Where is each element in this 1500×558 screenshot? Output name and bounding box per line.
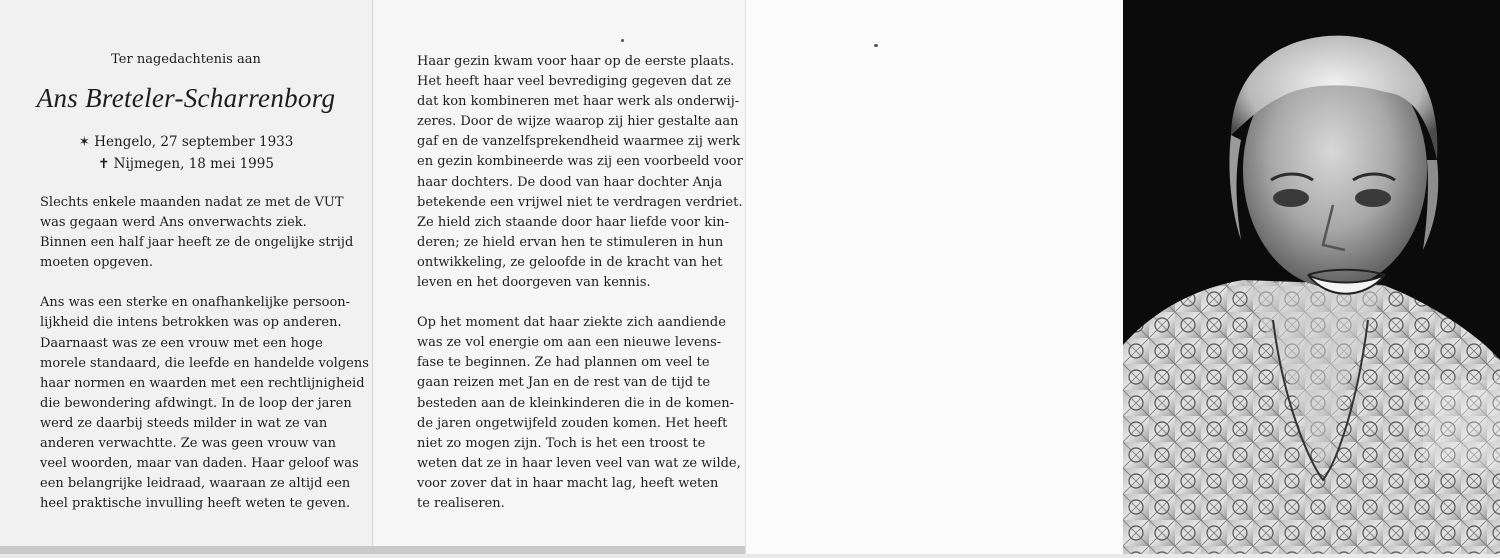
left-page <box>0 0 372 554</box>
speck <box>874 44 878 47</box>
text-line: anderen verwachtte. Ze was geen vrouw van <box>40 436 336 452</box>
text-line: weten dat ze in haar leven veel van wat ze wilde, <box>417 455 741 471</box>
text-line: was ze vol energie om aan een nieuwe levens- <box>417 335 722 351</box>
text-line: besteden aan de kleinkinderen die in de komen- <box>417 395 734 411</box>
portrait-photo <box>1123 0 1500 554</box>
text-line: haar dochters. De dood van haar dochter Anja <box>417 174 723 190</box>
text-line: ontwikkeling, ze geloofde in de kracht van het <box>417 254 723 270</box>
text-line: gaf en de vanzelfsprekendheid waarmee zij werk <box>417 134 740 150</box>
death-line: ✝ Nijmegen, 18 mei 1995 <box>98 156 274 172</box>
scan-edge <box>0 546 745 554</box>
text-line: werd ze daarbij steeds milder in wat ze van <box>40 415 328 431</box>
text-line: en gezin kombineerde was zij een voorbeeld voor <box>417 154 743 170</box>
text-line: heel praktische invulling heeft weten te geven. <box>40 496 351 512</box>
text-line: was gegaan werd Ans onverwachts ziek. <box>40 215 307 231</box>
text-line: Op het moment dat haar ziekte zich aandiende <box>417 315 726 331</box>
text-line: fase te beginnen. Ze had plannen om veel te <box>417 355 710 371</box>
text-line: zeres. Door de wijze waarop zij hier gestalte aan <box>417 114 739 130</box>
text-line: Ze hield zich staande door haar liefde voor kin- <box>417 214 730 230</box>
text-line: leven en het doorgeven van kennis. <box>417 275 651 291</box>
text-line: deren; ze hield ervan hen te stimuleren in hun <box>417 234 724 250</box>
text-line: Haar gezin kwam voor haar op de eerste plaats. <box>417 54 735 69</box>
text-line: Binnen een half jaar heeft ze de ongelijke strijd <box>40 235 354 251</box>
blank-page <box>745 0 1123 554</box>
memorial-intro: Ter nagedachtenis aan <box>111 52 261 67</box>
text-line: veel woorden, maar van daden. Haar geloof was <box>40 456 359 472</box>
text-line: niet zo mogen zijn. Toch is het een troost te <box>417 435 706 451</box>
text-line: die bewondering afdwingt. In de loop der jaren <box>40 395 352 411</box>
text-line: Slechts enkele maanden nadat ze met de VUT <box>40 195 344 210</box>
text-line: haar normen en waarden met een rechtlijnigheid <box>40 375 365 391</box>
middle-page <box>372 0 745 554</box>
speck <box>621 39 624 42</box>
deceased-name: Ans Breteler-Scharrenborg <box>36 83 336 113</box>
text-line: betekende een vrijwel niet te verdragen verdriet. <box>417 194 743 210</box>
text-line: lijkheid die intens betrokken was op anderen. <box>40 315 342 331</box>
text-line: een belangrijke leidraad, waaraan ze altijd een <box>40 476 351 492</box>
left-body-text <box>40 193 369 534</box>
middle-paragraph-2 <box>417 313 741 514</box>
middle-body-text <box>417 52 743 534</box>
text-line: dat kon kombineren met haar werk als onderwij- <box>417 94 740 110</box>
text-line: de jaren ongetwijfeld zouden komen. Het heeft <box>417 415 728 431</box>
text-line: voor zover dat in haar macht lag, heeft weten <box>417 475 719 491</box>
text-line: morele standaard, die leefde en handelde volgens <box>40 355 369 371</box>
text-line: gaan reizen met Jan en de rest van de tijd te <box>417 375 711 391</box>
text-line: Het heeft haar veel bevrediging gegeven dat ze <box>417 74 732 90</box>
text-line: Daarnaast was ze een vrouw met een hoge <box>40 335 323 351</box>
text-line: te realiseren. <box>417 495 505 511</box>
portrait-photo-icon <box>1123 0 1500 554</box>
birth-line: ✶ Hengelo, 27 september 1933 <box>78 134 294 150</box>
text-line: Ans was een sterke en onafhankelijke persoon- <box>40 295 351 311</box>
text-line: moeten opgeven. <box>40 255 153 271</box>
left-paragraph-2 <box>40 293 369 514</box>
middle-paragraph-1 <box>417 52 743 293</box>
left-paragraph-1 <box>40 193 354 273</box>
